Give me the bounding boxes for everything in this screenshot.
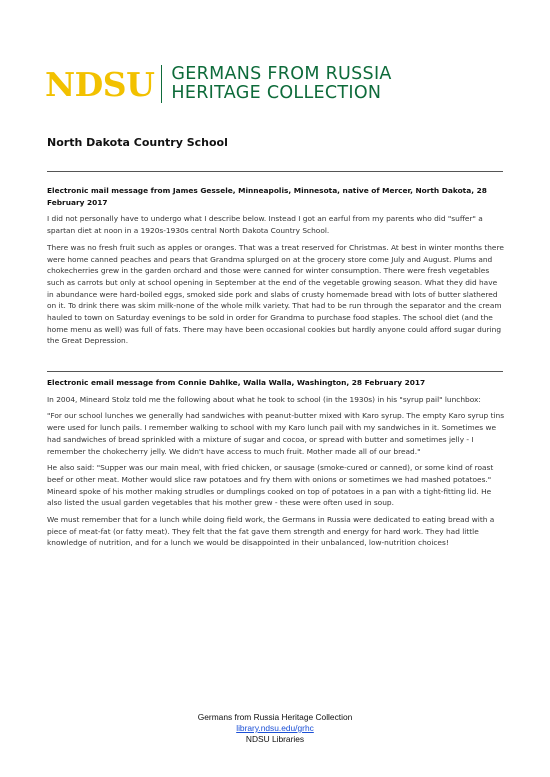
- paragraph: There was no fresh fruit such as apples or oranges. That was a treat reserved for Christmas. At best in winter months there were home canned peaches and pears that Grandma splurged on at the grocery store come July and August. Plums and chokecherries grew in the garden orchard and those were canned for winter consumption. There were fresh vegetables such as carrots but only at school opening in September at the end of the vegetable growing season. What they did have in abundance were hard-boiled eggs, smoked side pork and slabs of crusty homemade bread with lots of butter slathered on it. To drink there was skim milk-none of the whole milk variety. That had to be run through the separator and the cream hauled to town on Saturday evenings to be sold in order for Grandma to purchase food staples. The school diet (and the home menu as well) was full of fats. There may have been occasional cookies but hardly anyone could afford sugar during the Great Depression.: [47, 242, 504, 346]
- logo-line-2: HERITAGE COLLECTION: [171, 83, 382, 103]
- section-dahlke: [47, 377, 505, 554]
- section-divider-2: [47, 371, 503, 372]
- page-title: North Dakota Country School: [47, 136, 228, 149]
- footer-website-link[interactable]: library.ndsu.edu/grhc: [236, 723, 314, 733]
- footer-org-name: Germans from Russia Heritage Collection: [197, 712, 353, 722]
- page-footer: [0, 712, 550, 745]
- logo-collection-name: [171, 65, 391, 103]
- section-heading: Electronic mail message from James Gessele, Minneapolis, Minnesota, native of Mercer, North Dakota, 28 February 2017: [47, 186, 487, 207]
- logo-ndsu-wordmark: NDSU: [45, 64, 155, 104]
- section-gessele: [47, 185, 505, 352]
- section-divider-1: [47, 171, 503, 172]
- footer-library-name: NDSU Libraries: [245, 734, 305, 744]
- paragraph: I did not personally have to undergo what I describe below. Instead I got an earful from my parents who did "suffer" a spartan diet at noon in a 1920s-1930s central North Dakota Country School.: [47, 214, 483, 236]
- logo-line-1: GERMANS FROM RUSSIA: [171, 64, 392, 84]
- paragraph: In 2004, Mineard Stolz told me the following about what he took to school (in the 1930s) in his "syrup pail" lunchbox:: [47, 394, 481, 404]
- paragraph: "For our school lunches we generally had sandwiches with peanut-butter mixed with Karo syrup. The empty Karo syrup tins were used for lunch pails. I remember walking to school with my Karo lunch pail with my sandwiches in it. Sometimes we had sandwiches of bread sprinkled with a mixture of sugar and cocoa, or spread with butter and sometimes jelly - I remember the chokecherry jelly. We didn't have access to much fruit. Mother made all of our bread.": [47, 411, 505, 456]
- section-heading: Electronic email message from Connie Dahlke, Walla Walla, Washington, 28 February 2017: [47, 378, 426, 387]
- paragraph: We must remember that for a lunch while doing field work, the Germans in Russia were dedicated to eating bread with a piece of meat-fat (or fatty meat). They felt that the fat gave them strength and energy for hard work. They had little knowledge of nutrition, and for a lunch we would be disappointed in their unbalanced, low-nutrition choices!: [47, 515, 495, 548]
- logo-divider: [161, 65, 162, 103]
- paragraph: He also said: "Supper was our main meal, with fried chicken, or sausage (smoke-cured or canned), or some kind of roast beef or other meat. Mother would slice raw potatoes and fry them with onions or sometimes we had mashed potatoes." Mineard spoke of his mother making strudles or dumplings cooked on top of potatoes in a pan with a tight-fitting lid. He also listed the usual garden vegetables that his mother grew - these were often used in soup.: [47, 463, 494, 508]
- ndsu-grhc-logo: [45, 64, 392, 104]
